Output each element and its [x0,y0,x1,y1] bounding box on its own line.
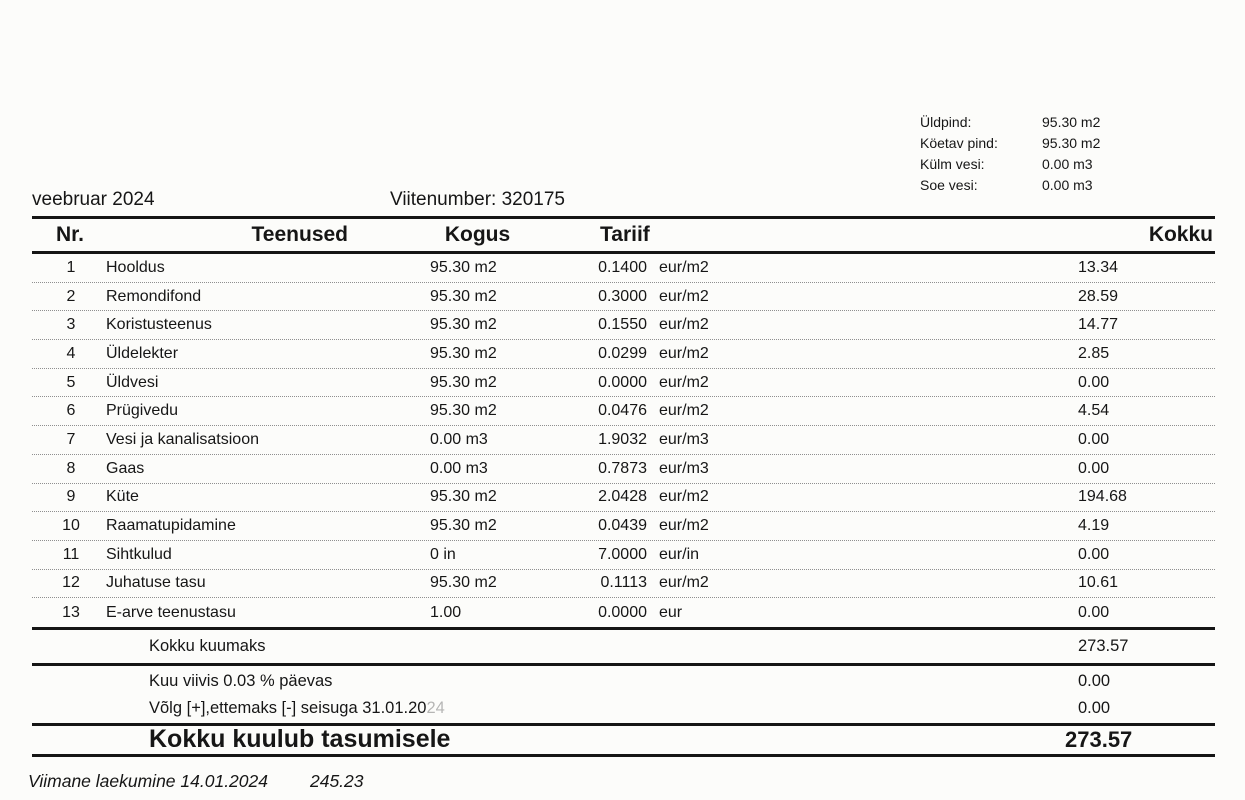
tariff-unit: eur/m2 [659,574,709,592]
table-row [32,512,1215,541]
row-total: 0.00 [1078,373,1110,391]
quantity: 1.00 [430,603,462,621]
tariff-unit: eur/m2 [659,316,709,334]
tariff-cell [555,488,1035,506]
tariff-value: 0.0299 [598,344,647,362]
tariff-value: 0.3000 [598,287,647,305]
table-row [32,254,1215,283]
info-label: Soe vesi: [920,177,978,193]
service-name: Vesi ja kanalisatsioon [106,430,259,448]
billing-period: veebruar 2024 [32,189,155,210]
late-fee-label: Kuu viivis 0.03 % päevas [149,672,333,691]
table-row [32,455,1215,484]
monthly-total-value: 273.57 [1078,636,1129,655]
last-payment-amount: 245.23 [309,771,364,791]
row-total: 10.61 [1078,574,1119,592]
info-value: 95.30 m2 [1042,114,1101,130]
quantity: 95.30 m2 [430,344,497,362]
tariff-cell [555,316,1035,334]
table-row [32,369,1215,398]
tariff-cell [555,374,1035,392]
grand-total-label: Kokku kuulub tasumisele [149,725,451,754]
tariff-cell [555,574,1035,592]
tariff-unit: eur/m2 [659,258,709,276]
tariff-cell [555,288,1035,306]
quantity: 95.30 m2 [430,574,497,592]
reference-number: Viitenumber: 320175 [390,189,565,210]
tariff-unit: eur/m2 [659,373,709,391]
row-total: 0.00 [1078,430,1110,448]
tariff-value: 0.1400 [598,258,647,276]
row-total: 13.34 [1078,258,1119,276]
grand-total-row [32,726,1215,757]
last-payment-note [28,771,364,792]
late-fee-value: 0.00 [1078,672,1111,691]
quantity: 95.30 m2 [430,287,497,305]
balance-value: 0.00 [1078,699,1111,718]
table-row [32,484,1215,513]
info-value: 0.00 m3 [1042,177,1093,193]
service-name: Küte [106,488,139,506]
quantity: 0.00 m3 [430,430,488,448]
info-row-cold-water [920,154,1100,175]
tariff-cell [555,431,1035,449]
info-label: Üldpind: [920,114,972,130]
service-name: Sihtkulud [106,545,172,563]
service-name: Prügivedu [106,402,179,420]
table-row [32,311,1215,340]
monthly-total-label: Kokku kuumaks [149,636,266,655]
monthly-total-row [32,630,1215,666]
row-number: 1 [66,258,76,276]
service-name: Remondifond [106,287,202,305]
quantity: 95.30 m2 [430,258,497,276]
service-name: Hooldus [106,258,165,276]
row-total: 2.85 [1078,344,1110,362]
tariff-cell [555,517,1035,535]
service-name: Raamatupidamine [106,517,236,535]
row-number: 2 [66,287,76,305]
tariff-cell [555,402,1035,420]
tariff-unit: eur/in [659,545,700,563]
tariff-cell [555,259,1035,277]
balance-row [32,695,1215,723]
header-tariff: Tariif [600,223,650,246]
property-info-panel [920,112,1100,196]
tariff-cell [555,604,1035,622]
table-row [32,340,1215,369]
table-row [32,541,1215,570]
table-row [32,598,1215,627]
tariff-value: 1.9032 [598,430,647,448]
service-name: E-arve teenustasu [106,603,236,621]
tariff-unit: eur/m2 [659,488,709,506]
service-name: Gaas [106,459,145,477]
invoice-sheet [32,216,1215,757]
tariff-value: 0.0000 [598,603,647,621]
tariff-unit: eur/m3 [659,459,709,477]
balance-label: Võlg [+],ettemaks [-] seisuga 31.01.2024 [149,699,445,718]
row-total: 0.00 [1078,603,1110,621]
row-total: 14.77 [1078,316,1119,334]
table-row [32,426,1215,455]
quantity: 95.30 m2 [430,316,497,334]
row-total: 4.54 [1078,402,1110,420]
period-row [32,189,1215,211]
row-number: 5 [66,373,76,391]
row-number: 10 [62,517,80,535]
quantity: 95.30 m2 [430,373,497,391]
info-row-total-area [920,112,1100,133]
info-label: Külm vesi: [920,156,985,172]
table-row [32,570,1215,599]
row-number: 11 [62,545,80,563]
row-number: 9 [66,488,76,506]
table-row [32,397,1215,426]
row-number: 4 [66,344,76,362]
tariff-value: 0.0476 [598,402,647,420]
quantity: 95.30 m2 [430,488,497,506]
grand-total-value: 273.57 [1065,726,1133,752]
quantity: 0.00 m3 [430,459,488,477]
row-number: 3 [66,316,76,334]
tariff-cell [555,345,1035,363]
quantity: 0 in [430,545,456,563]
tariff-cell [555,460,1035,478]
info-value: 0.00 m3 [1042,156,1093,172]
header-total: Kokku [1148,223,1213,246]
balance-label-faded-digits: 24 [426,699,445,718]
tariff-unit: eur/m2 [659,344,709,362]
tariff-value: 0.1550 [598,316,647,334]
row-number: 8 [66,459,76,477]
tariff-unit: eur [659,603,683,621]
quantity: 95.30 m2 [430,517,497,535]
tariff-unit: eur/m2 [659,402,709,420]
late-fee-row [32,666,1215,695]
header-quantity: Kogus [444,223,511,246]
info-row-heated-area [920,133,1100,154]
tariff-unit: eur/m2 [659,517,709,535]
header-nr: Nr. [55,223,84,246]
tariff-value: 0.0439 [598,517,647,535]
row-number: 7 [66,430,76,448]
tariff-value: 0.0000 [598,373,647,391]
tariff-unit: eur/m3 [659,430,709,448]
row-total: 0.00 [1078,459,1110,477]
service-name: Üldvesi [106,373,159,391]
tariff-cell [555,546,1035,564]
row-total: 0.00 [1078,545,1110,563]
row-number: 6 [66,402,76,420]
service-name: Üldelekter [106,344,179,362]
quantity: 95.30 m2 [430,402,497,420]
tariff-value: 7.0000 [598,545,647,563]
row-total: 4.19 [1078,517,1110,535]
service-name: Juhatuse tasu [106,574,206,592]
info-label: Köetav pind: [920,135,998,151]
row-total: 28.59 [1078,287,1119,305]
info-value: 95.30 m2 [1042,135,1101,151]
tariff-value: 2.0428 [598,488,647,506]
tariff-unit: eur/m2 [659,287,709,305]
table-header-row [32,219,1215,254]
tariff-value: 0.1113 [600,574,647,592]
last-payment-label: Viimane laekumine 14.01.2024 [28,771,268,791]
header-services: Teenused [251,223,348,246]
service-name: Koristusteenus [106,316,212,334]
row-number: 13 [62,603,80,621]
row-number: 12 [62,574,80,592]
table-body [32,254,1215,627]
table-row [32,283,1215,312]
row-total: 194.68 [1078,488,1127,506]
tariff-value: 0.7873 [598,459,647,477]
